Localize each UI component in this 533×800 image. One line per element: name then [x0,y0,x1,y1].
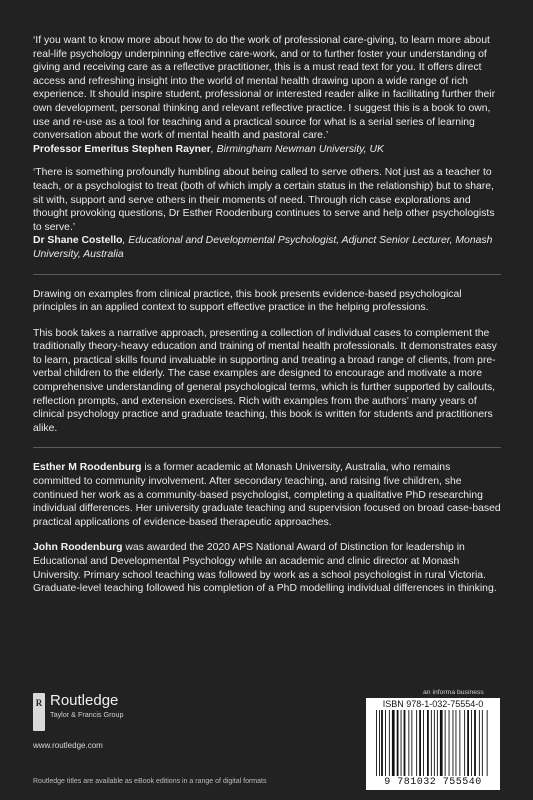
informa-business-label: an informa business [423,689,484,696]
endorser-affiliation: , Educational and Developmental Psychologist, Adjunct Senior Lecturer, Monash University, Australia [33,235,493,260]
endorsement-quote: ‘There is something profoundly humbling about being called to serve others. Not just as a teacher to teach, or a psychologist to treat (both of which imply a certain status in the relationship) but to share, sit with, support and serve others in their moments of need. Through rich case explorations and thought provoking questions, Dr Esther Roodenburg continues to serve and help other psychologists to serve.’ [33,167,495,233]
routledge-logo-icon: R [33,693,45,731]
section-divider [33,274,501,275]
barcode-panel [366,698,500,790]
author-name: Esther M Roodenburg [33,462,142,474]
author-bio-text: was awarded the 2020 APS National Award of Distinction for leadership in Educational and Developmental Psychology while an academic and clinic director at Monash University. Primary school teaching was followed by work as a school psychologist in rural Victoria. Graduate-level teaching followed his completion of a PhD modelling individual differences in thinking. [33,542,497,595]
endorser-name: Professor Emeritus Stephen Rayner [33,143,211,155]
description-paragraph: Drawing on examples from clinical practice, this book presents evidence-based psychological principles in an applied context to support effective practice in the helping professions. [33,288,462,314]
endorser-name: Dr Shane Costello [33,235,123,247]
author-bio [33,461,501,529]
publisher-url[interactable]: www.routledge.com [33,741,103,750]
barcode-digits: 9 781032 755540 [384,777,482,788]
publisher-name: Routledge [50,692,119,709]
author-bio-text: is a former academic at Monash University, Australia, who remains committed to community involvement. After secondary teaching, and raising five children, she continued her work as a community-based psychologist, completing a qualitative PhD researching individual differences. Her university graduate teaching and supervision focused on broad case-based practical applications of evidence-based therapeutic approaches. [33,462,501,528]
endorser-affiliation: , Birmingham Newman University, UK [210,143,384,155]
publisher-group: Taylor & Francis Group [50,710,124,719]
author-bio [33,541,501,595]
cover-footer [0,688,533,800]
ebook-note: Routledge titles are available as eBook editions in a range of digital formats [33,778,267,785]
back-cover-text [33,34,501,608]
isbn-text: ISBN 978-1-032-75554-0 [382,699,484,709]
barcode-icon [366,710,500,778]
section-divider [33,447,501,448]
endorsement-attribution [33,143,501,157]
endorsement-quote: ‘If you want to know more about how to do the work of professional care-giving, to learn more about real-life psychology underpinning effective care-work, and or to further foster your understanding of giving and receiving care as a reflective practitioner, this is a must read text for you. It offers direct access and refreshing insight into the world of mental health drawing upon a wide range of rich experience. It should inspire student, professional or interested reader alike in facilitating further their own development, personal thinking and relevant reflective practice. I suggest this is a book to own, use and re-use as a tool for teaching and a practical source for what is a serial series of learning conversation about the work of mental health and pastoral care.’ [33,35,496,142]
endorsement-attribution [33,234,501,261]
description-paragraph: This book takes a narrative approach, presenting a collection of individual cases to complement the traditionally theory-heavy education and training of mental health professionals. It demonstrates easy to learn, practical skills found invaluable in supporting and treating a broad range of clients, from pre-verbal children to the elderly. The case examples are designed to encourage and motivate a more comprehensive understanding of general psychological terms, which is further supported by callouts, reflection prompts, and extension exercises. Rich with examples from the authors’ many years of clinical psychology practice and graduate teaching, this book is written for students and practitioners alike. [33,327,497,434]
author-name: John Roodenburg [33,542,123,554]
